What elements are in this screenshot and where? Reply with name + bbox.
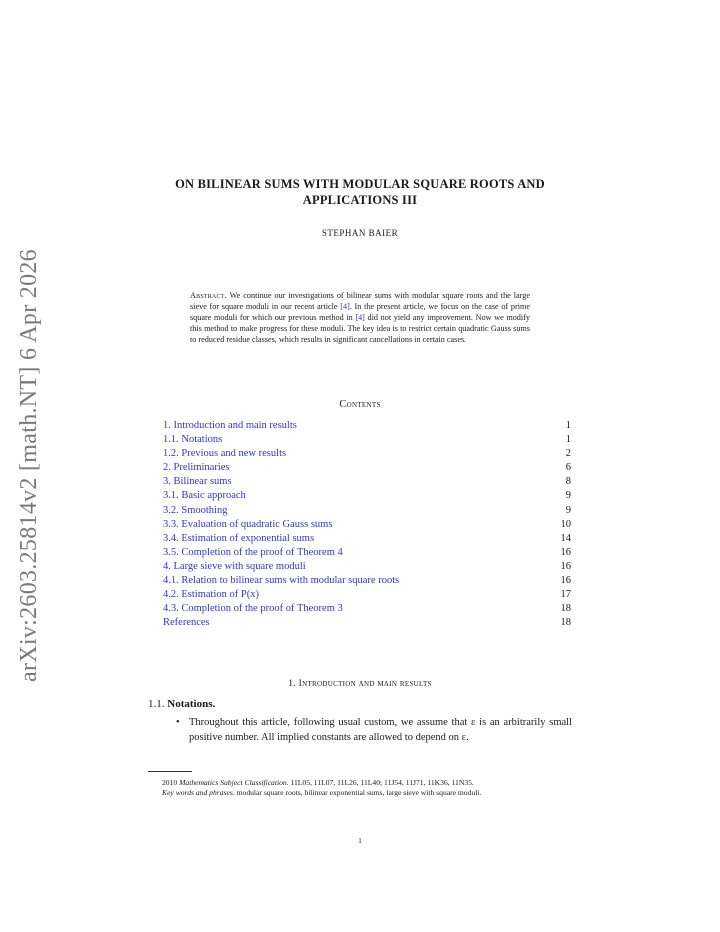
toc-entry-page: 1 bbox=[565, 420, 571, 431]
footnote-divider bbox=[148, 771, 192, 772]
footnotes bbox=[148, 778, 572, 798]
toc-entry-page: 10 bbox=[560, 518, 571, 530]
toc-entry-label[interactable]: 1. Introduction and main results bbox=[163, 420, 297, 431]
section-heading-introduction: 1. Introduction and main results bbox=[288, 679, 432, 689]
toc-entry[interactable] bbox=[163, 489, 571, 503]
toc-entry-page: 6 bbox=[565, 462, 571, 474]
abstract-text-1: We continue our investigations of bilinear sums with modular square roots and the large sieve for square moduli in our recent article bbox=[190, 291, 530, 312]
toc-entry-page: 1 bbox=[565, 434, 571, 446]
toc-entry-page: 16 bbox=[560, 575, 571, 587]
toc-entry[interactable] bbox=[163, 419, 571, 433]
author-name: STEPHAN BAIER bbox=[321, 228, 399, 238]
toc-entry[interactable] bbox=[163, 602, 571, 616]
paper-title bbox=[120, 176, 600, 208]
toc-entry-label[interactable]: 3.3. Evaluation of quadratic Gauss sums bbox=[163, 518, 333, 530]
toc-entry-label[interactable]: 1.2. Previous and new results bbox=[163, 448, 287, 460]
toc-entry[interactable] bbox=[163, 504, 571, 518]
footnote-msc: 2010 Mathematics Subject Classification. 11L05, 11L07, 11L26, 11L40; 11J54, 11J71, 11K36, 11N35. bbox=[162, 778, 474, 787]
toc-entry-label[interactable]: 3.5. Completion of the proof of Theorem 4 bbox=[163, 546, 343, 558]
arxiv-identifier-text: arXiv:2603.25814v2 [math.NT] 6 Apr 2026 bbox=[15, 248, 42, 682]
toc-entry-label[interactable]: 4.2. Estimation of P(x) bbox=[163, 589, 259, 601]
toc-entry[interactable] bbox=[163, 588, 571, 602]
citation-link-4[interactable]: [4] bbox=[340, 302, 350, 312]
toc-entry-label[interactable]: 3. Bilinear sums bbox=[163, 476, 232, 488]
bullet-text: Throughout this article, following usual custom, we assume that ε is an arbitrarily small positive number. All implied constants are allowed to depend on ε. bbox=[189, 717, 572, 743]
toc-entry-page: 18 bbox=[560, 603, 571, 615]
toc-entry-page: 8 bbox=[565, 476, 571, 488]
toc-entry-page: 9 bbox=[565, 504, 571, 516]
abstract-text-2: . In the present article, we focus on the case of prime square moduli for which our previous method in bbox=[190, 302, 530, 323]
toc-entry-page: 9 bbox=[565, 490, 571, 502]
toc-entry[interactable] bbox=[163, 475, 571, 489]
toc-entry-label[interactable]: 4.1. Relation to bilinear sums with modular square roots bbox=[163, 575, 400, 587]
contents-heading: Contents bbox=[339, 399, 381, 410]
toc-entry-page: 14 bbox=[560, 532, 571, 544]
toc-entry-label[interactable]: 2. Preliminaries bbox=[163, 462, 230, 474]
title-line-2: APPLICATIONS III bbox=[302, 193, 418, 207]
toc-entry[interactable] bbox=[163, 616, 571, 630]
toc-entry[interactable] bbox=[163, 532, 571, 546]
toc-entry-label[interactable]: 3.4. Estimation of exponential sums bbox=[163, 532, 315, 544]
toc-entry-label[interactable]: 4. Large sieve with square moduli bbox=[163, 560, 306, 572]
toc-entry[interactable] bbox=[163, 461, 571, 475]
arxiv-identifier-stamp bbox=[4, 250, 54, 680]
toc-entry[interactable] bbox=[163, 574, 571, 588]
toc-entry[interactable] bbox=[163, 447, 571, 461]
bullet-icon: • bbox=[176, 717, 180, 728]
toc-entry-page: 17 bbox=[560, 589, 571, 601]
toc-entry-label[interactable]: 4.3. Completion of the proof of Theorem 3 bbox=[163, 603, 343, 615]
toc-entry-label[interactable]: 3.2. Smoothing bbox=[163, 504, 228, 516]
footnote-keywords: Key words and phrases. modular square roots, bilinear exponential sums, large sieve with square moduli. bbox=[162, 788, 482, 797]
subsection-heading-notations bbox=[148, 698, 215, 710]
abstract-text-3: did not yield any improvement. Now we modify this method to make progress for these moduli. The key idea is to restrict certain quadratic Gauss sums to reduced residue classes, which results in significant cancellations in certain cases. bbox=[190, 313, 530, 345]
toc-entry-page: 18 bbox=[560, 617, 571, 629]
toc-entry-page: 16 bbox=[560, 546, 571, 558]
abstract bbox=[190, 290, 530, 345]
subsection-number: 1.1. bbox=[148, 698, 165, 710]
table-of-contents bbox=[163, 419, 571, 630]
citation-link-4-second[interactable]: [4] bbox=[355, 313, 365, 323]
toc-entry[interactable] bbox=[163, 560, 571, 574]
page-number: 1 bbox=[358, 836, 362, 845]
toc-entry-label[interactable]: 1.1. Notations bbox=[163, 434, 223, 446]
toc-entry-label[interactable]: 3.1. Basic approach bbox=[163, 490, 246, 502]
toc-entry-label[interactable]: References bbox=[163, 617, 210, 629]
subsection-title: Notations. bbox=[167, 698, 216, 710]
abstract-label: Abstract. bbox=[190, 291, 227, 300]
title-line-1: ON BILINEAR SUMS WITH MODULAR SQUARE ROOTS AND bbox=[175, 177, 545, 191]
bullet-item bbox=[176, 716, 572, 745]
toc-entry[interactable] bbox=[163, 433, 571, 447]
toc-entry[interactable] bbox=[163, 546, 571, 560]
toc-entry-page: 16 bbox=[560, 560, 571, 572]
toc-entry[interactable] bbox=[163, 518, 571, 532]
toc-entry-page: 2 bbox=[565, 448, 571, 460]
